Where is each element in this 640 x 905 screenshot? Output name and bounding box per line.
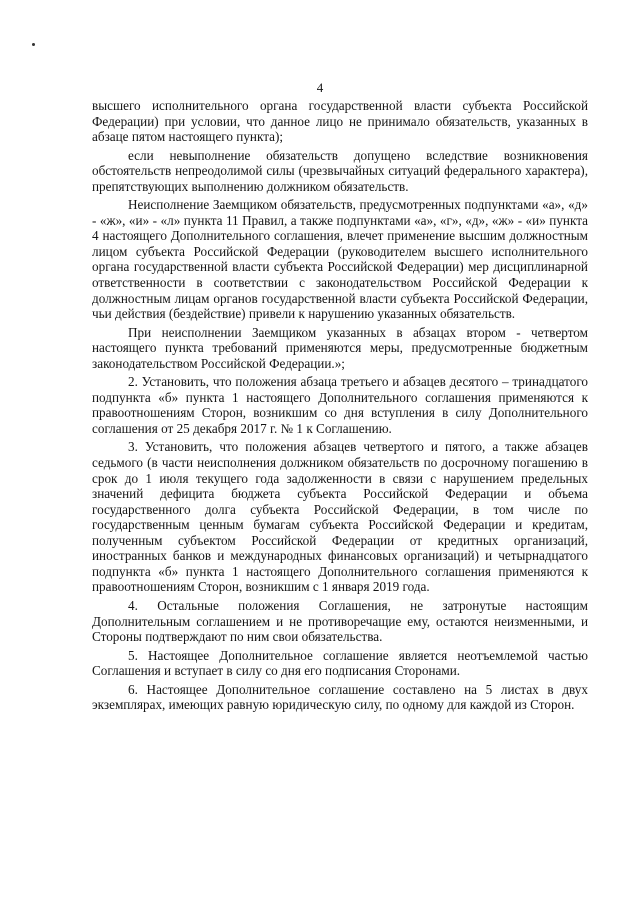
clause-6: 6. Настоящее Дополнительное соглашение составлено на 5 листах в двух экземплярах, имеющих равную юридическую силу, по одному для каждой из Сторон.: [92, 681, 588, 713]
paragraph-non-performance: Неисполнение Заемщиком обязательств, предусмотренных подпунктами «а», «д» - «ж», «и» - «л» пункта 11 Правил, а также подпунктами «а», «г», «д», «ж» - «и» пункта 4 настоящего Дополнительного соглашения, влечет применение высшим должностным лицом субъекта Российской Федерации (руководителем высшего исполнительного органа государственной власти субъекта Российской Федерации) мер дисциплинарной ответственности в соответствии с законодательством Российской Федерации к должностным лицам органов государственной власти субъекта Российской Федерации, чьи действия (бездействие) привели к нарушению указанных обязательств.: [92, 197, 588, 322]
paragraph-continuation: высшего исполнительного органа государственной власти субъекта Российской Федерации) при условии, что данное лицо не принимало обязательств, указанных в абзаце пятом настоящего пункта);: [92, 98, 588, 145]
clause-5: 5. Настоящее Дополнительное соглашение является неотъемлемой частью Соглашения и вступает в силу со дня его подписания Сторонами.: [92, 647, 588, 679]
document-body: [92, 98, 588, 716]
scan-speck: [32, 43, 35, 46]
paragraph-force-majeure: если невыполнение обязательств допущено вследствие возникновения обстоятельств непреодолимой силы (чрезвычайных ситуаций федерального характера), препятствующих выполнению должником обязательств.: [92, 147, 588, 194]
clause-4: 4. Остальные положения Соглашения, не затронутые настоящим Дополнительным соглашением и не противоречащие ему, остаются неизменными, и Стороны подтверждают по ним свои обязательства.: [92, 597, 588, 645]
clause-3: 3. Установить, что положения абзацев четвертого и пятого, а также абзацев седьмого (в части неисполнения должником обязательств по досрочному погашению в срок до 1 июля текущего года задолженности в связи с нарушением предельных значений дефицита бюджета субъекта Российской Федерации и объема государственного долга субъекта Российской Федерации, в том числе по государственным ценным бумагам субъекта Российской Федерации и кредитам, полученным субъектом Российской Федерации от кредитных организаций, иностранных банков и международных финансовых организаций) и четырнадцатого подпункта «б» пункта 1 настоящего Дополнительного соглашения применяются к правоотношениям Сторон, возникшим с 1 января 2019 года.: [92, 439, 588, 595]
clause-2: 2. Установить, что положения абзаца третьего и абзацев десятого – тринадцатого подпункта «б» пункта 1 настоящего Дополнительного соглашения применяются к правоотношениям Сторон, возникшим со дня вступления в силу Дополнительного соглашения от 25 декабря 2017 г. № 1 к Соглашению.: [92, 374, 588, 436]
paragraph-budget-measures: При неисполнении Заемщиком указанных в абзацах втором - четвертом настоящего пункта требований применяются меры, предусмотренные бюджетным законодательством Российской Федерации.»;: [92, 324, 588, 371]
page-number: 4: [316, 80, 324, 95]
